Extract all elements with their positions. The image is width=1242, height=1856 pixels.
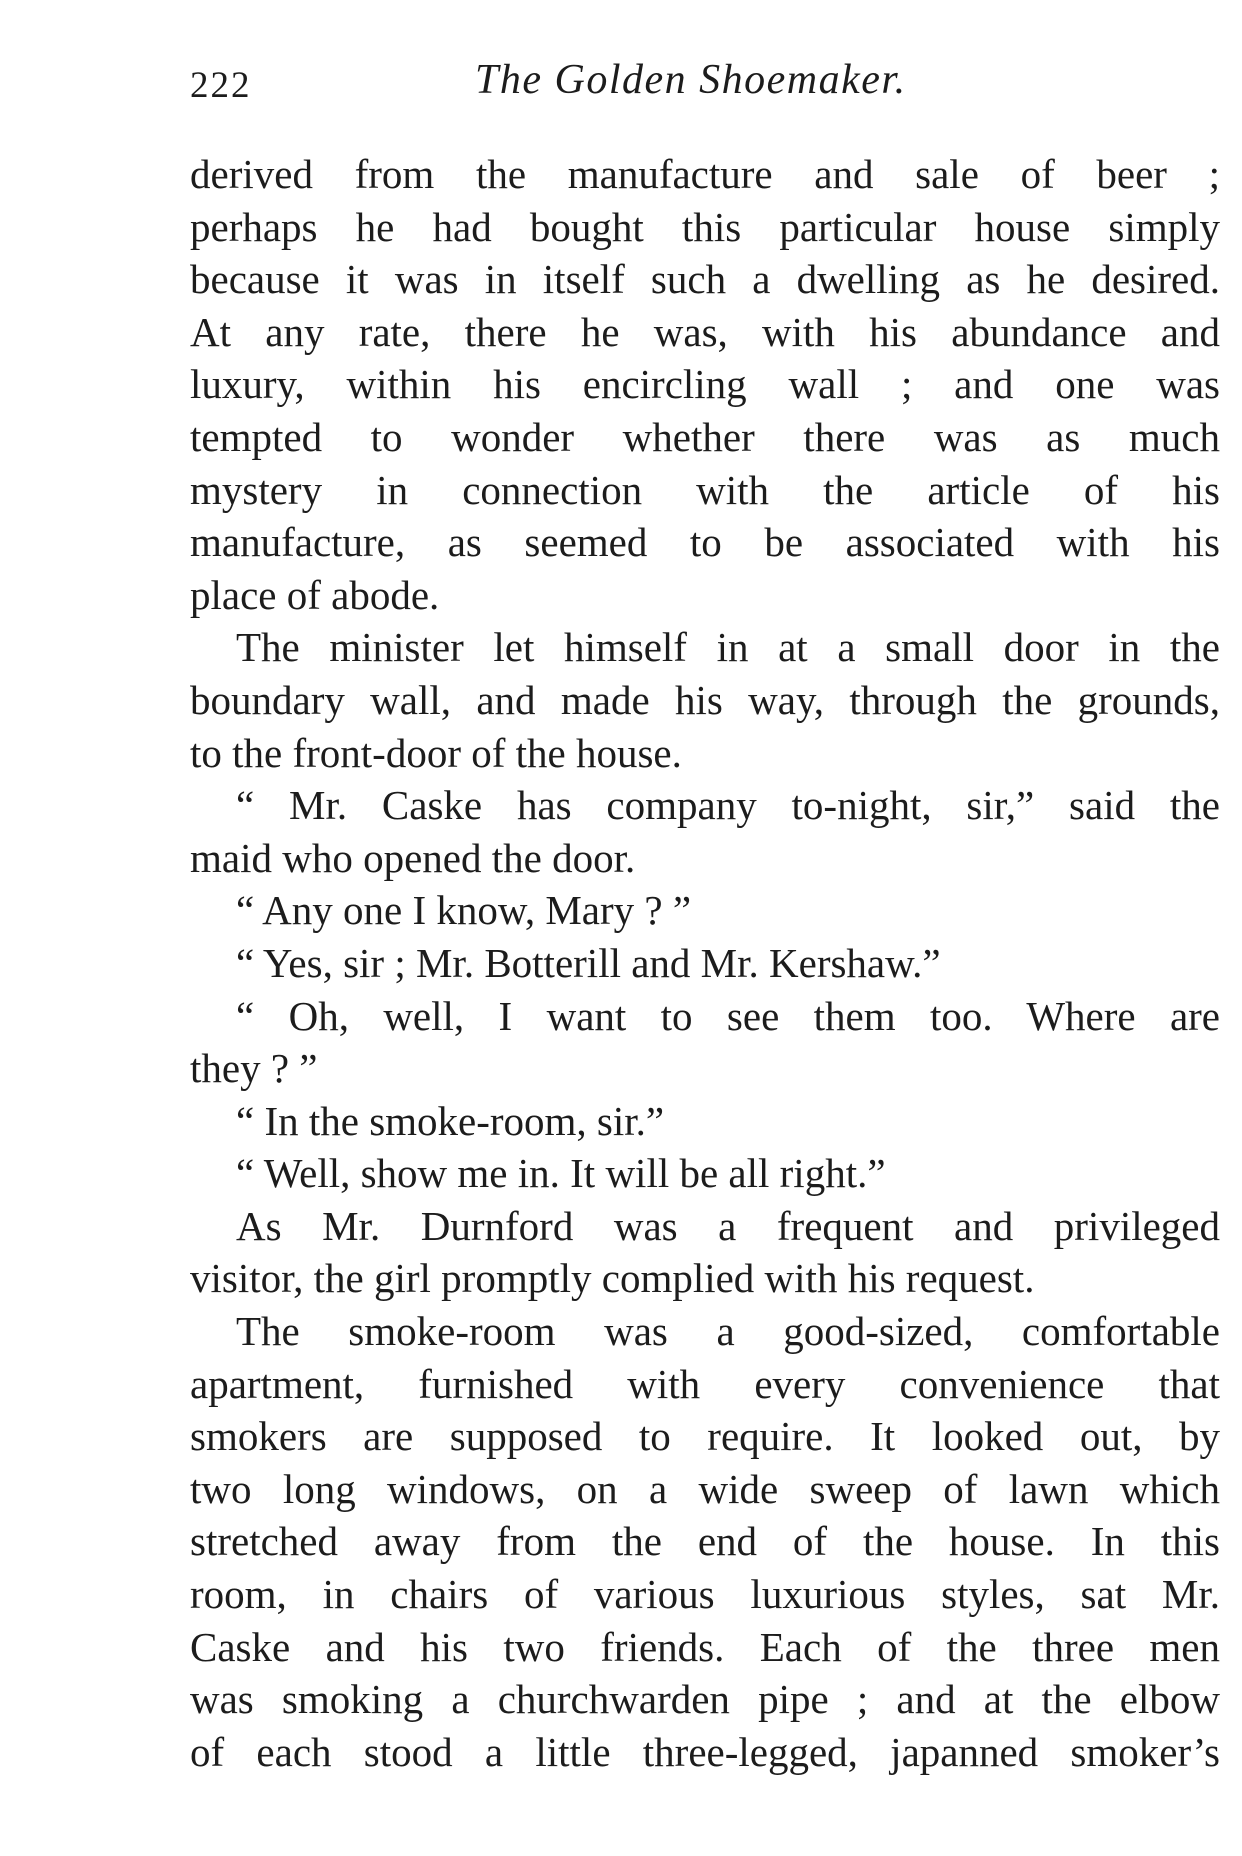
text-line: The smoke-room was a good-sized, comfortable [236,1308,1220,1355]
text-line: maid who opened the door. [190,834,636,881]
text-line: “ Any one I know, Mary ? ” [236,887,692,934]
running-title: The Golden Shoemaker. [475,57,907,103]
text-line: luxury, within his encircling wall ; and one was [190,361,1220,408]
text-line: manufacture, as seemed to be associated with his [190,519,1220,566]
text-line: apartment, furnished with every convenience that [190,1360,1220,1407]
text-line: visitor, the girl promptly complied with his request. [190,1255,1035,1302]
text-line: “ Well, show me in. It will be all right.” [236,1150,886,1197]
text-line: The minister let himself in at a small door in the [236,624,1220,671]
text-line: stretched away from the end of the house. In this [190,1518,1220,1565]
text-line: “ Mr. Caske has company to-night, sir,” said the [236,782,1220,829]
text-line: to the front-door of the house. [190,729,682,776]
text-line: of each stood a little three-legged, japanned smoker’s [190,1728,1220,1775]
text-line: smokers are supposed to require. It looked out, by [190,1413,1220,1460]
text-line: As Mr. Durnford was a frequent and privileged [236,1202,1220,1249]
text-line: At any rate, there he was, with his abundance and [190,308,1220,355]
text-line: “ Yes, sir ; Mr. Botterill and Mr. Kershaw.” [236,939,941,986]
text-line: place of abode. [190,571,440,618]
body-text [190,148,1220,1778]
text-line: derived from the manufacture and sale of beer ; [190,151,1220,197]
text-line: tempted to wonder whether there was as much [190,413,1220,460]
page-number: 222 [190,65,252,106]
text-line: because it was in itself such a dwelling as he desired. [190,256,1220,303]
text-line: room, in chairs of various luxurious styles, sat Mr. [190,1571,1220,1618]
page-header [190,50,1220,106]
text-line: was smoking a churchwarden pipe ; and at the elbow [190,1676,1220,1723]
text-line: two long windows, on a wide sweep of lawn which [190,1465,1220,1512]
text-line: boundary wall, and made his way, through the grounds, [190,676,1220,723]
text-line: they ? ” [190,1045,318,1092]
text-line: “ In the smoke-room, sir.” [236,1097,665,1144]
text-line: perhaps he had bought this particular house simply [190,203,1220,250]
text-line: “ Oh, well, I want to see them too. Where are [236,992,1220,1039]
text-line: mystery in connection with the article of his [190,466,1220,513]
text-line: Caske and his two friends. Each of the three men [190,1623,1220,1670]
